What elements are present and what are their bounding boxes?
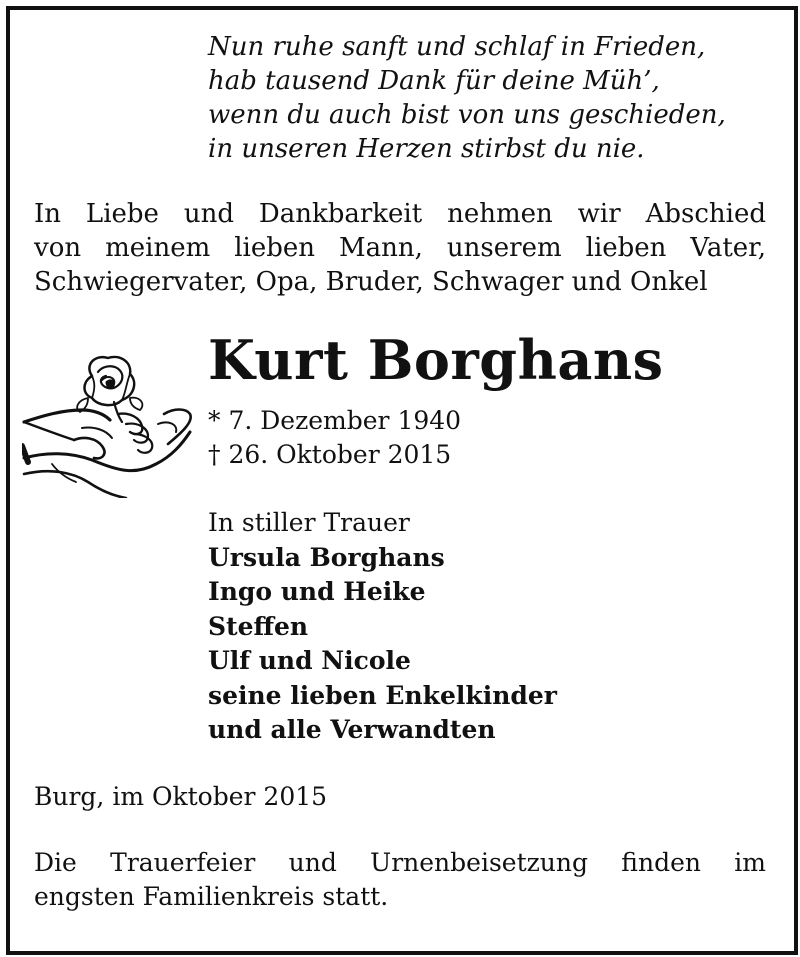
mourner-name: Steffen <box>208 611 309 641</box>
poem-line: in unseren Herzen stirbst du nie. <box>208 134 645 164</box>
farewell-line: In Liebe und Dankbarkeit nehmen wir Abschied <box>34 199 766 229</box>
poem-line: Nun ruhe sanft und schlaf in Frieden, <box>208 32 706 62</box>
life-dates <box>208 404 461 472</box>
rose-in-hands-icon <box>22 348 198 498</box>
poem <box>208 30 768 166</box>
poem-line: hab tausend Dank für deine Müh’, <box>208 66 660 96</box>
mourner-name: seine lieben Enkelkinder <box>208 680 557 710</box>
farewell-line: Schwiegervater, Opa, Bruder, Schwager und Onkel <box>34 267 708 297</box>
mourners-heading: In stiller Trauer <box>208 508 410 537</box>
mourner-name: und alle Verwandten <box>208 715 496 744</box>
farewell-line: von meinem lieben Mann, unserem lieben Vater, <box>34 233 766 263</box>
funeral-note <box>34 846 766 914</box>
funeral-note-line: Die Trauerfeier und Urnenbeisetzung finden im <box>34 848 766 877</box>
mourner-name: Ingo und Heike <box>208 577 426 606</box>
birth-date: * 7. Dezember 1940 <box>208 406 462 435</box>
farewell-text <box>34 197 766 299</box>
death-date: † 26. Oktober 2015 <box>208 440 452 469</box>
place-and-date: Burg, im Oktober 2015 <box>34 782 328 811</box>
funeral-note-line: engsten Familienkreis statt. <box>34 882 389 911</box>
mourner-name: Ursula Borghans <box>208 542 445 572</box>
mourner-name: Ulf und Nicole <box>208 646 411 675</box>
mourners-list <box>208 506 557 748</box>
deceased-name: Kurt Borghans <box>208 328 664 392</box>
poem-line: wenn du auch bist von uns geschieden, <box>208 100 726 130</box>
